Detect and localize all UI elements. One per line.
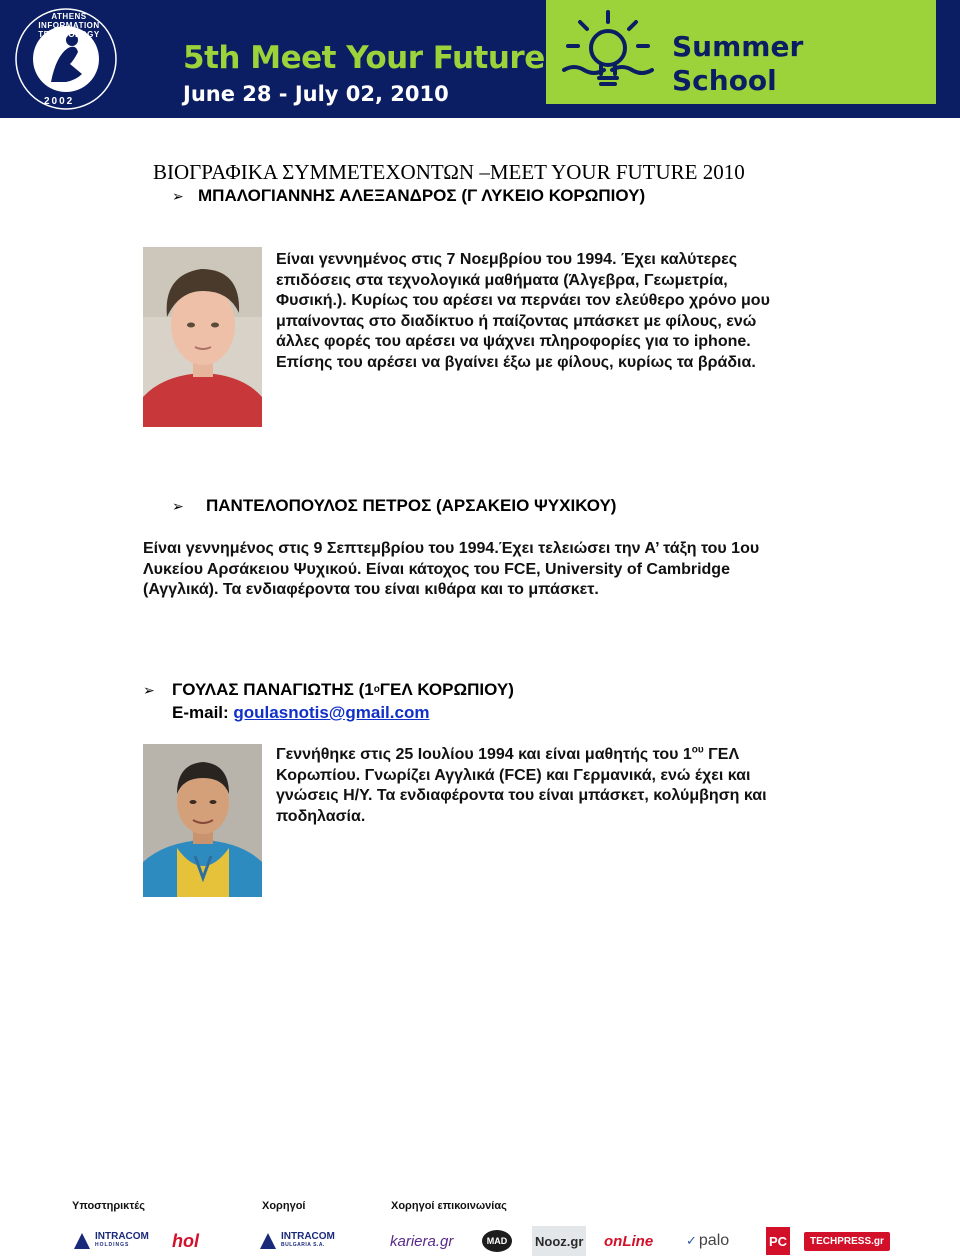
participant-1-bio xyxy=(276,250,836,373)
intracom-holdings-logo xyxy=(72,1226,162,1256)
email-label: E-mail: xyxy=(172,703,234,722)
summer-label: Summer xyxy=(672,30,804,63)
palo-text: palo xyxy=(698,1232,730,1249)
participant-2-bio xyxy=(143,539,843,601)
participant-3-bio xyxy=(276,745,836,827)
lightbulb-icon xyxy=(558,8,658,98)
mad-logo-text: MAD xyxy=(482,1230,512,1252)
footer-label-sponsors: Χορηγοί xyxy=(262,1200,306,1212)
participant-3-name-pre: ΓΟΥΛΑΣ ΠΑΝΑΓΙΩΤΗΣ (1 xyxy=(172,680,374,699)
intracom-mark-icon xyxy=(258,1231,278,1251)
participant-3-heading: ➢ ΓΟΥΛΑΣ ΠΑΝΑΓΙΩΤΗΣ (1 ο ΓΕΛ ΚΟΡΩΠΙΟΥ) xyxy=(143,680,514,699)
arrow-bullet-icon: ➢ xyxy=(143,681,155,698)
bio-line-1-pre: Γεννήθηκε στις 25 Ιουλίου 1994 και είναι μαθητής του 1 xyxy=(276,746,692,763)
participant-3-name-post: ΓΕΛ ΚΟΡΩΠΙΟΥ) xyxy=(379,680,514,699)
kariera-logo: kariera.gr xyxy=(390,1232,454,1250)
participant-2-name: ΠΑΝΤΕΛΟΠΟΥΛΟΣ ΠΕΤΡΟΣ (ΑΡΣΑΚΕΙΟ ΨΥΧΙΚΟΥ) xyxy=(206,496,617,515)
intracom-bulgaria-logo xyxy=(258,1226,358,1256)
bio-line: επιδόσεις στα τεχνολογικά μαθήματα (Άλγεβρα, Γεωμετρία, xyxy=(276,271,728,289)
bio-line: Επίσης του αρέσει να βγαίνει έξω με φίλους, κυρίως τα βράδια. xyxy=(276,353,756,371)
participant-1-heading xyxy=(172,186,645,206)
footer-label-media-sponsors: Χορηγοί επικοινωνίας xyxy=(391,1200,507,1212)
document-title: ΒΙΟΓΡΑΦΙΚΑ ΣΥΜΜΕΤΕΧΟΝΤΩΝ –MEET YOUR FUTURE 2010 xyxy=(153,160,745,184)
intracom-bulgaria-sub: BULGARIA S.A. xyxy=(281,1242,325,1248)
techpress-logo xyxy=(804,1226,890,1256)
event-title: 5th Meet Your Future xyxy=(183,40,545,76)
footer-label-supporters: Υποστηρικτές xyxy=(72,1200,145,1212)
participant-3-photo xyxy=(143,744,262,897)
techpress-text: TECHPRESS.gr xyxy=(804,1232,890,1251)
bio-line: μπαίνοντας στο διαδίκτυο ή παίζοντας μπάσκετ με φίλους, ενώ xyxy=(276,312,757,330)
mad-logo xyxy=(482,1226,512,1256)
participant-1-name: ΜΠΑΛΟΓΙΑΝΝΗΣ ΑΛΕΞΑΝΔΡΟΣ (Γ ΛΥΚΕΙΟ ΚΟΡΩΠΙΟΥ) xyxy=(198,186,646,205)
intracom-mark-icon xyxy=(72,1231,92,1251)
arrow-bullet-icon: ➢ xyxy=(172,497,184,514)
intracom-holdings-text: INTRACOM xyxy=(95,1231,149,1242)
palo-logo xyxy=(686,1226,729,1256)
bio-line: Λυκείου Αρσάκειου Ψυχικού. Είναι κάτοχος του FCE, University of Cambridge xyxy=(143,560,730,578)
participant-2-heading xyxy=(172,496,616,516)
nooz-logo: Nooz.gr xyxy=(532,1226,586,1256)
pc-magazine-text: PC xyxy=(766,1227,790,1255)
bio-line: Είναι γεννημένος στις 9 Σεπτεμβρίου του 1994.Έχει τελειώσει την Α’ τάξη του 1ου xyxy=(143,540,760,557)
header-banner xyxy=(0,0,960,118)
bio-line: Φυσική.). Κυρίως του αρέσει να περνάει τον ελεύθερο χρόνο μου xyxy=(276,292,770,309)
ait-logo-ring-text: ATHENS INFORMATION TECHNOLOGY xyxy=(38,12,100,39)
bio-line: γνώσεις Η/Υ. Τα ενδιαφέροντα του είναι μπάσκετ, κολύμβηση και xyxy=(276,787,767,804)
email-link[interactable]: goulasnotis@gmail.com xyxy=(233,703,430,722)
palo-mark-icon: ✓ xyxy=(686,1233,697,1248)
bio-line: (Αγγλικά). Τα ενδιαφέροντα του είναι κιθάρα και το μπάσκετ. xyxy=(143,581,599,598)
online-logo: onLine xyxy=(604,1232,654,1250)
hol-logo: hol xyxy=(172,1230,199,1251)
ait-logo-year: 2002 xyxy=(44,96,75,107)
participant-3-email-line xyxy=(172,703,429,723)
pc-magazine-logo xyxy=(766,1226,790,1256)
ordinal-superscript: ου xyxy=(691,744,704,756)
summer-school-badge xyxy=(546,0,936,104)
intracom-bulgaria-text: INTRACOM xyxy=(281,1231,335,1242)
event-dates: June 28 - July 02, 2010 xyxy=(183,82,449,106)
bio-line: Είναι γεννημένος στις 7 Νοεμβρίου του 1994. Έχει καλύτερες xyxy=(276,251,738,268)
bio-line: ποδηλασία. xyxy=(276,807,366,825)
intracom-holdings-sub: HOLDINGS xyxy=(95,1242,130,1248)
bio-line xyxy=(276,745,836,766)
participant-1-photo xyxy=(143,247,262,427)
arrow-bullet-icon: ➢ xyxy=(172,187,184,204)
bio-line: Κορωπίου. Γνωρίζει Αγγλικά (FCE) και Γερμανικά, ενώ έχει και xyxy=(276,766,751,784)
bio-line-1-post: ΓΕΛ xyxy=(703,746,740,763)
bio-line: άλλες φορές του αρέσει να ψάχνει πληροφορίες για το iphone. xyxy=(276,333,751,350)
school-label: School xyxy=(672,64,777,97)
